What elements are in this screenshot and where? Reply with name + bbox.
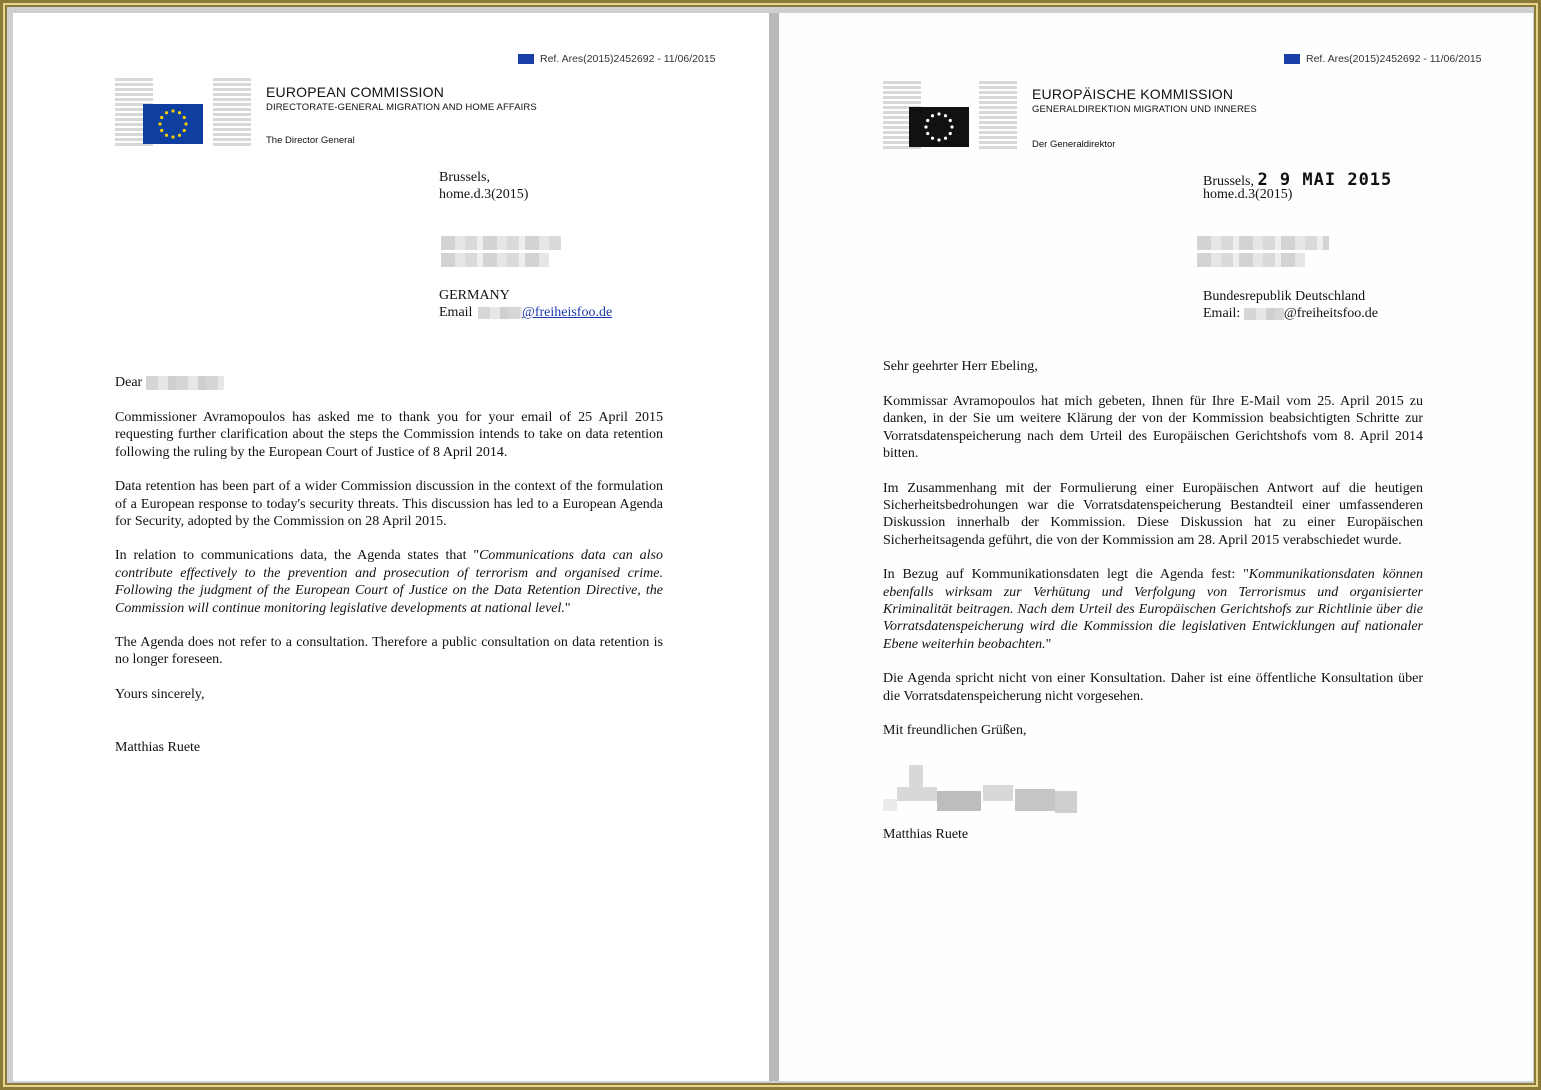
flag-star (924, 125, 927, 128)
email-text: @freiheitsfoo.de (1283, 306, 1378, 322)
redacted-email-user (1244, 308, 1284, 320)
flag-star (931, 114, 934, 117)
quote-paragraph (115, 547, 663, 617)
eu-flag-icon (518, 54, 534, 64)
salutation-text: Sehr geehrter Herr Ebeling, (883, 359, 1038, 374)
flag-star (944, 137, 947, 140)
flag-star (183, 129, 186, 132)
redacted-signature (883, 765, 1083, 815)
building-graphic (979, 81, 1017, 149)
quote-paragraph (883, 566, 1423, 653)
quote-intro: In Bezug auf Kommunikationsdaten legt die Agenda fest: " (883, 567, 1249, 583)
organization-header (266, 84, 537, 113)
european-commission-logo (115, 78, 253, 146)
flag-star (937, 112, 940, 115)
flag-star (165, 111, 168, 114)
flag-star (949, 119, 952, 122)
flag-star (926, 132, 929, 135)
flag-star (158, 122, 161, 125)
email-label: Email (439, 305, 473, 321)
eu-flag-icon (143, 104, 203, 144)
signatory-name: Matthias Ruete (115, 740, 201, 756)
flag-star (178, 111, 181, 114)
flag-star (184, 122, 187, 125)
redacted-email-user (478, 307, 522, 319)
flag-star (165, 134, 168, 137)
place-line (439, 169, 528, 204)
recipient-email (1203, 305, 1378, 322)
date-stamp: 2 9 MAI 2015 (1257, 170, 1393, 190)
salutation (115, 374, 224, 391)
letter-page-german (779, 13, 1533, 1081)
director-title: The Director General (266, 135, 355, 146)
reference-line (518, 53, 716, 65)
letter-page-english (13, 13, 769, 1081)
organization-name: EUROPÄISCHE KOMMISSION (1032, 86, 1234, 102)
eu-flag-icon (909, 107, 969, 147)
organization-name: EUROPEAN COMMISSION (266, 84, 445, 100)
recipient-country: GERMANY (439, 288, 510, 303)
place-line (1203, 172, 1392, 204)
directorate-general: GENERALDIREKTION MIGRATION UND INNERES (1032, 104, 1257, 115)
place-text: Brussels, (439, 170, 490, 185)
closing-paragraph: Die Agenda spricht nicht von einer Konsultation. Daher ist eine öffentliche Konsultation über die Vorratsdatenspeicherung nicht vorgesehen. (883, 671, 1423, 704)
closing-paragraph: The Agenda does not refer to a consultation. Therefore a public consultation on data retention is no longer foreseen. (115, 635, 663, 668)
reference-line (1284, 53, 1482, 65)
letter-body (883, 393, 1423, 757)
flag-star (931, 137, 934, 140)
organization-header (1032, 86, 1257, 115)
closing-text: Mit freundlichen Grüßen, (883, 723, 1027, 739)
reference-text: Ref. Ares(2015)2452692 - 11/06/2015 (540, 53, 716, 65)
building-graphic (213, 78, 251, 146)
directorate-general: DIRECTORATE-GENERAL MIGRATION AND HOME AFFAIRS (266, 102, 537, 113)
director-title: Der Generaldirektor (1032, 139, 1116, 150)
reference-text: Ref. Ares(2015)2452692 - 11/06/2015 (1306, 53, 1482, 65)
flag-star (171, 109, 174, 112)
page-divider (769, 13, 779, 1081)
redacted-address (441, 236, 561, 270)
flag-star (937, 138, 940, 141)
recipient-block (439, 287, 612, 322)
quote-end: " (1045, 636, 1052, 652)
redacted-address (1197, 236, 1329, 270)
body-paragraph: Im Zusammenhang mit der Formulierung einer Europäischen Antwort auf die heutigen Sicherheitsbedrohungen war die Vorratsdatenspeicherung Bestandteil einer umfassenderen Diskussion innerhalb der Kommission. Diese Diskussion hat zu einer Europäischen Sicherheitsagenda geführt, die von der Kommission am 28. April 2015 verabschiedet wurde. (883, 480, 1423, 548)
letter-body (115, 409, 663, 774)
email-label: Email: (1203, 306, 1241, 322)
flag-star (178, 134, 181, 137)
body-paragraph: Commissioner Avramopoulos has asked me to thank you for your email of 25 April 2015 requesting further clarification about the steps the Commission intends to take on data retention following the ruling by the European Court of Justice of 8 April 2014. (115, 410, 663, 460)
recipient-block (1203, 288, 1378, 323)
body-paragraph: Kommissar Avramopoulos hat mich gebeten, Ihnen für Ihre E-Mail vom 25. April 2015 zu danken, in der Sie um weitere Klärung der von der Kommission beabsichtigten Schritte zur Vorratsdatenspeicherung nach dem Urteil des Europäischen Gerichtshofs vom 8. April 2014 bitten. (883, 394, 1423, 462)
quote-end: " (564, 600, 571, 616)
file-reference: home.d.3(2015) (439, 187, 529, 203)
flag-star (950, 125, 953, 128)
european-commission-logo (883, 81, 1021, 149)
redacted-name (146, 376, 224, 390)
quote-intro: In relation to communications data, the Agenda states that " (115, 548, 480, 564)
body-paragraph: Data retention has been part of a wider Commission discussion in the context of the formulation of a European response to today's security threats. This discussion has led to a European Agenda for Security, adopted by the Commission on 28 April 2015. (115, 479, 663, 530)
flag-star (949, 132, 952, 135)
salutation-text: Dear (115, 375, 143, 390)
flag-star (944, 114, 947, 117)
quote-text: Communications data can also contribute effectively to the prevention and prosecution of terrorism and organised crime. Following the judgment of the European Court of Justice on the Data Retention Directive, the Commission will continue monitoring legislative developments at national level. (115, 548, 663, 616)
signatory-name: Matthias Ruete (883, 827, 969, 842)
quote-text: Kommunikationsdaten können ebenfalls wirksam zur Verhütung und Verfolgung von Terrorismus und organisierter Kriminalität beitragen. Nach dem Urteil des Europäischen Gerichtshofs zur Richtlinie über die Vorratsdatenspeicherung wird die Kommission die legislativen Entwicklungen auf nationaler Ebene weiterhin beobachten. (883, 567, 1424, 652)
flag-star (160, 129, 163, 132)
flag-star (183, 116, 186, 119)
flag-star (171, 135, 174, 138)
eu-flag-icon (1284, 54, 1300, 64)
flag-star (160, 116, 163, 119)
flag-star (926, 119, 929, 122)
recipient-email (439, 304, 612, 321)
closing-text: Yours sincerely, (115, 686, 205, 702)
file-reference: home.d.3(2015) (1203, 187, 1293, 203)
recipient-country: Bundesrepublik Deutschland (1203, 289, 1366, 304)
email-link[interactable]: @freiheisfoo.de (521, 305, 613, 321)
place-text: Brussels, (1203, 174, 1254, 189)
